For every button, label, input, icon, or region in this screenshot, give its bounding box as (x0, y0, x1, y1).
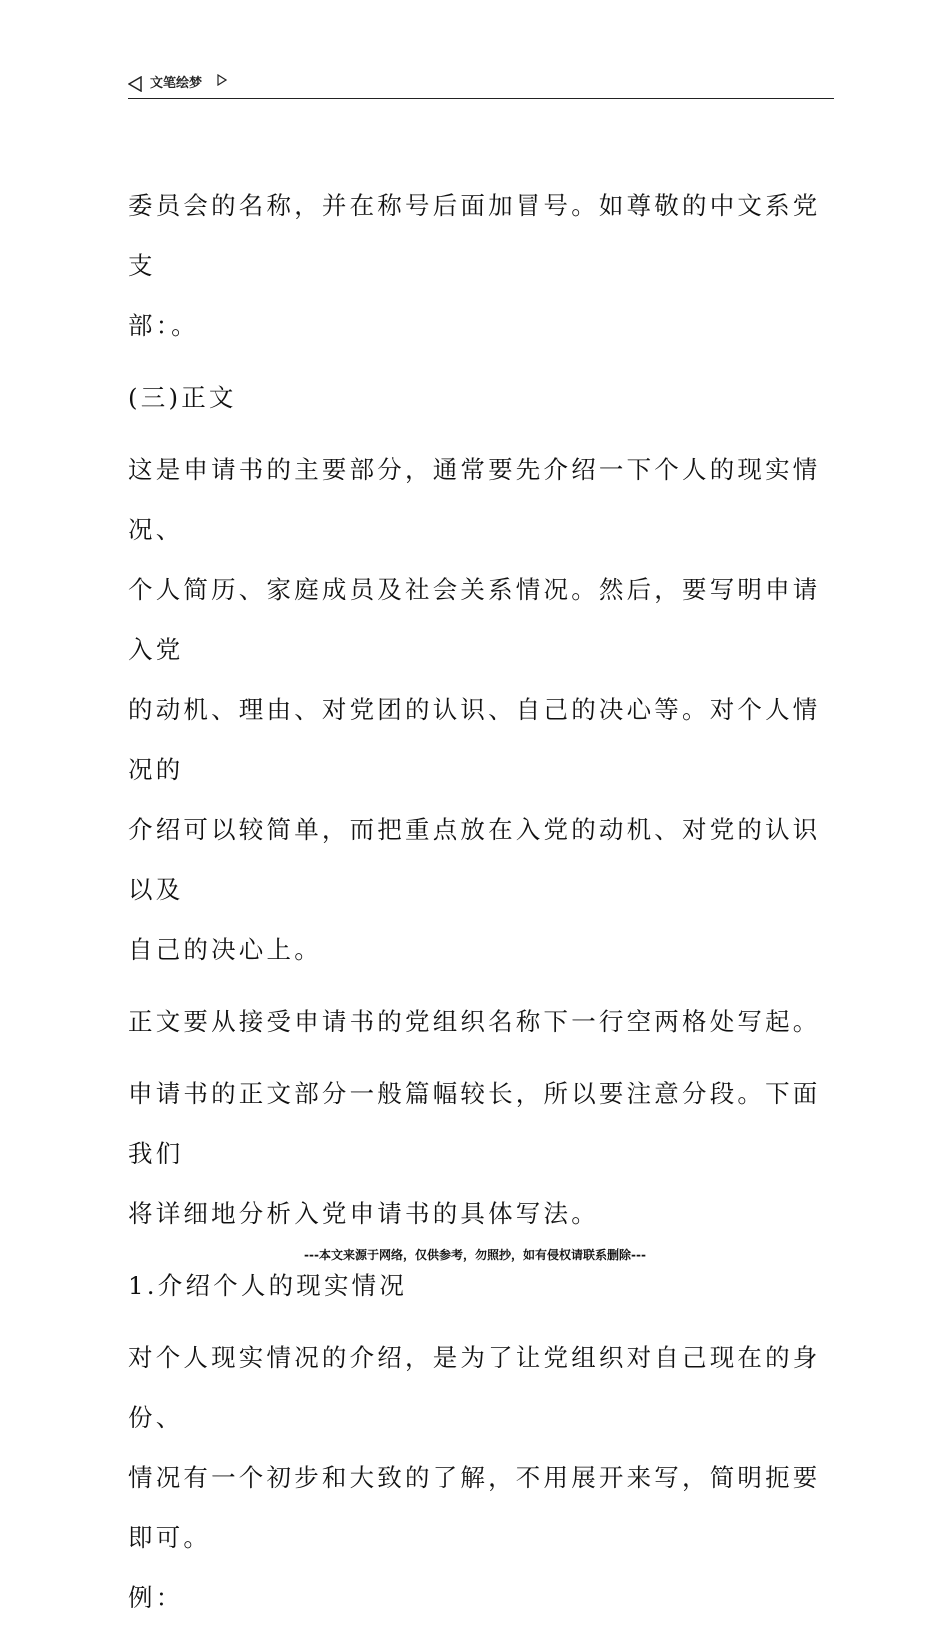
page-header (128, 72, 834, 99)
body-paragraph: 委员会的名称，并在称号后面加冒号。如尊敬的中文系党支 部：。 (128, 191, 821, 340)
footer-disclaimer: ---本文来源于网络，仅供参考，勿照抄，如有侵权请联系删除--- (304, 1248, 646, 1262)
header-title: 文笔绘梦 (150, 76, 203, 91)
section-heading: (三)正文 (128, 383, 237, 412)
body-paragraph: 对个人现实情况的介绍，是为了让党组织对自己现在的身份、 情况有一个初步和大致的了解，不用展开来写，简明扼要即可。 例： (128, 1343, 821, 1612)
right-triangle-icon (217, 74, 227, 86)
left-triangle-icon (128, 76, 142, 92)
body-paragraph: 申请书的正文部分一般篇幅较长，所以要注意分段。下面我们 将详细地分析入党申请书的具体写法。 (128, 1079, 821, 1228)
subsection-heading: 1.介绍个人的现实情况 (128, 1271, 408, 1300)
body-paragraph: 正文要从接受申请书的党组织名称下一行空两格处写起。 (128, 1007, 821, 1036)
document-body (128, 176, 840, 1628)
body-paragraph: 这是申请书的主要部分，通常要先介绍一下个人的现实情况、 个人简历、家庭成员及社会关系情况。然后，要写明申请入党 的动机、理由、对党团的认识、自己的决心等。对个人情况的 介绍可以较简单，而把重点放在入党的动机、对党的认识以及 自己的决心上。 (128, 455, 821, 964)
